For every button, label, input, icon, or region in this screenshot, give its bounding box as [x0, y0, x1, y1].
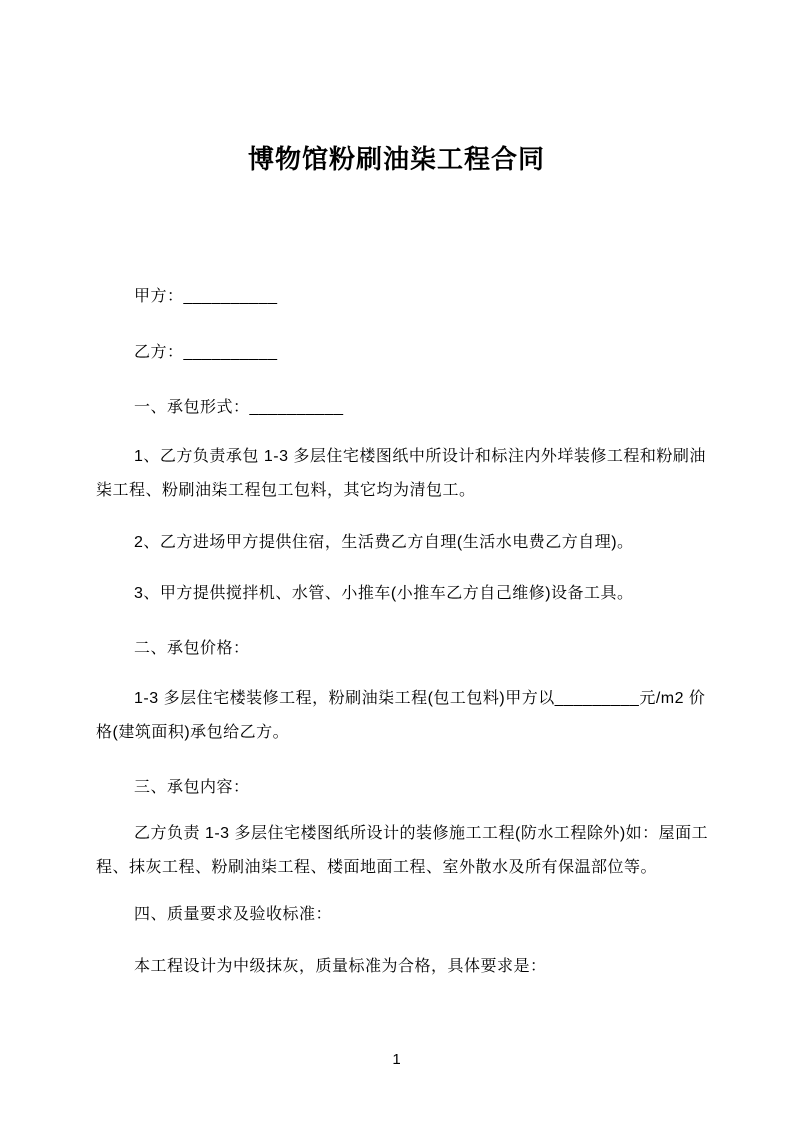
section4-body: 本工程设计为中级抹灰，质量标准为合格，具体要求是：	[134, 958, 547, 975]
section2-body-line1: 1-3 多层住宅楼装修工程，粉刷油柒工程(包工包料)甲方以_________元/m2 价	[134, 690, 706, 707]
section3-body-line1: 乙方负责 1-3 多层住宅楼图纸所设计的装修施工工程(防水工程除外)如：屋面工	[134, 825, 709, 842]
section1-item1-line1: 1、乙方负责承包 1-3 多层住宅楼图纸中所设计和标注内外垟装修工程和粉刷油	[134, 448, 706, 465]
section1-item3: 3、甲方提供搅拌机、水管、小推车(小推车乙方自己维修)设备工具。	[134, 585, 634, 602]
section3-heading: 三、承包内容：	[134, 779, 250, 796]
party-a-blank-line: 甲方：__________	[134, 288, 278, 305]
section1-item2: 2、乙方进场甲方提供住宿，生活费乙方自理(生活水电费乙方自理)。	[134, 534, 634, 551]
party-b-blank-line: 乙方：__________	[134, 344, 278, 361]
page-number: 1	[392, 1051, 401, 1068]
section1-item1-line2: 柒工程、粉刷油柒工程包工包料，其它均为清包工。	[96, 482, 476, 499]
document-title: 博物馆粉刷油柒工程合同	[247, 144, 545, 174]
section2-body-line2: 格(建筑面积)承包给乙方。	[96, 724, 290, 741]
section2-heading: 二、承包价格：	[134, 640, 250, 657]
section1-heading: 一、承包形式：__________	[134, 399, 344, 416]
section3-body-line2: 程、抹灰工程、粉刷油柒工程、楼面地面工程、室外散水及所有保温部位等。	[96, 859, 658, 876]
section4-heading: 四、质量要求及验收标准：	[134, 906, 333, 923]
